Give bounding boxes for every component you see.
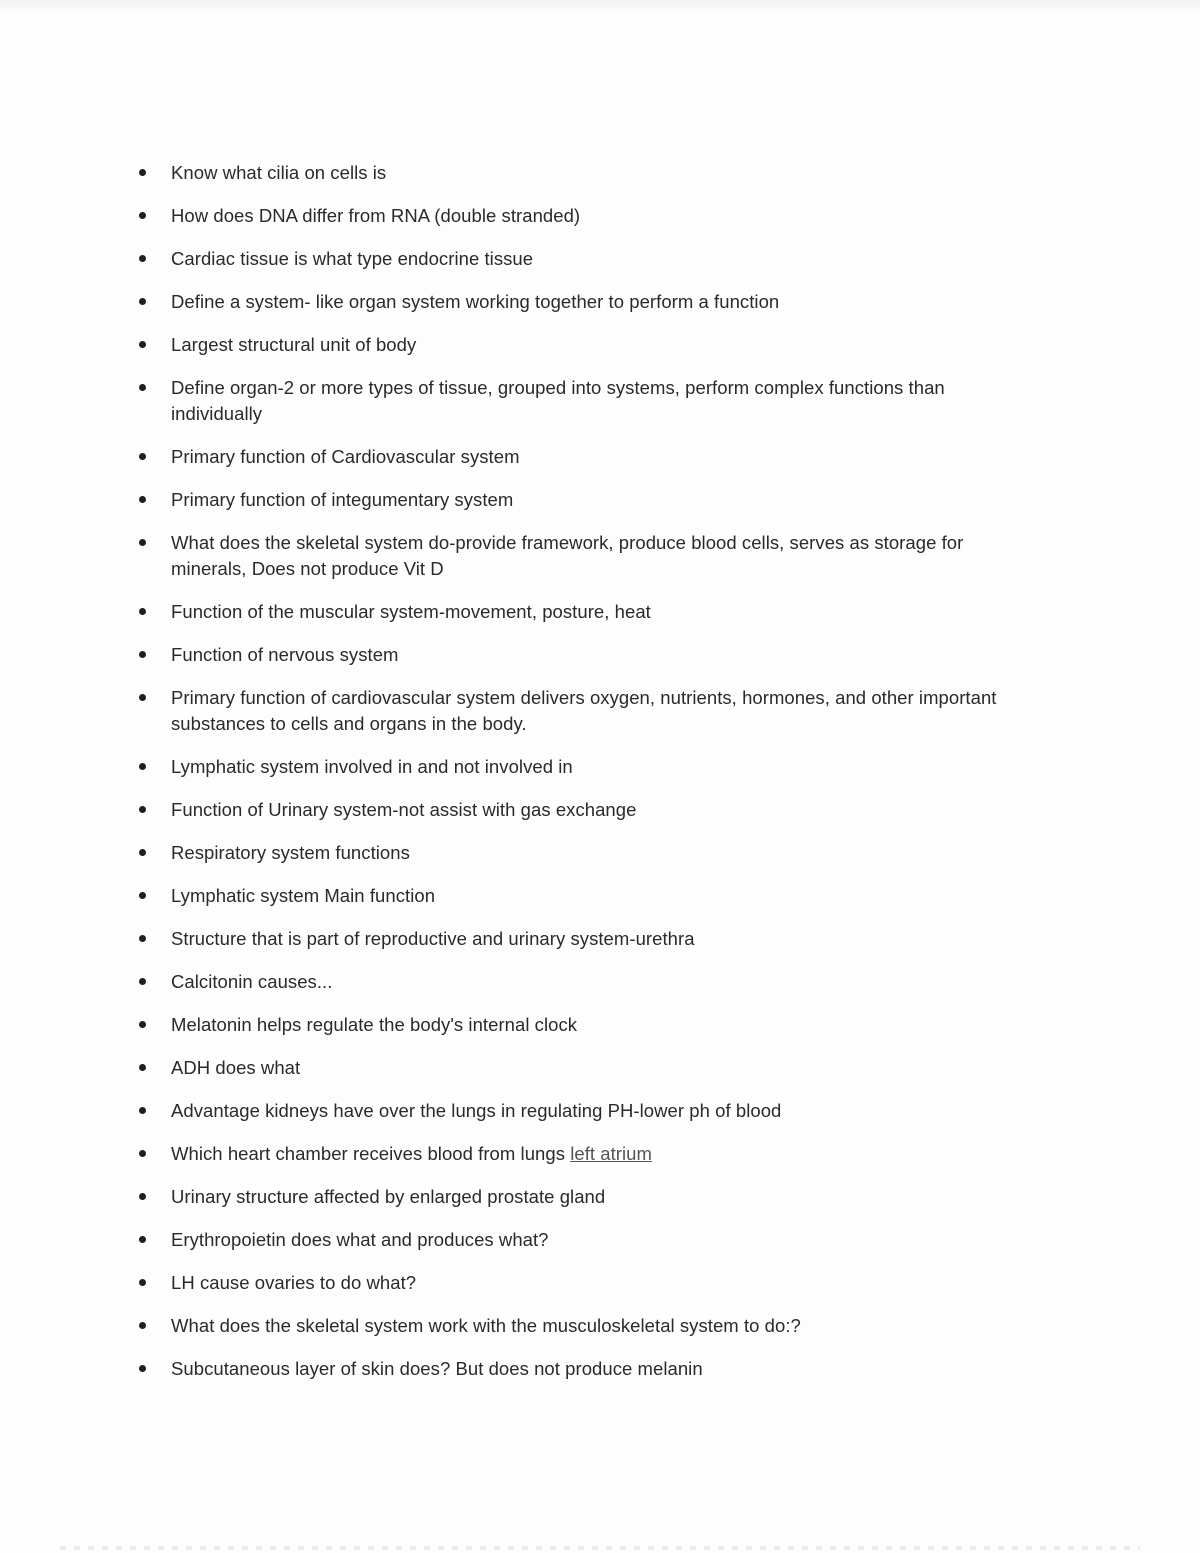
list-item	[138, 685, 1038, 737]
bullet-icon	[139, 849, 146, 856]
list-item	[138, 487, 1038, 513]
list-item	[138, 375, 1038, 427]
bullet-icon	[139, 1021, 146, 1028]
list-item	[138, 203, 1038, 229]
list-item	[138, 1098, 1038, 1124]
list-item	[138, 246, 1038, 272]
bullet-icon	[139, 892, 146, 899]
list-item	[138, 1141, 1038, 1167]
bullet-icon	[139, 935, 146, 942]
bullet-icon	[139, 608, 146, 615]
list-item-text: Respiratory system functions	[171, 842, 410, 863]
list-item	[138, 926, 1038, 952]
list-item	[138, 840, 1038, 866]
list-item-text: Structure that is part of reproductive and urinary system-urethra	[171, 928, 695, 949]
bullet-icon	[139, 496, 146, 503]
list-item-text: Urinary structure affected by enlarged prostate gland	[171, 1186, 606, 1207]
bullet-icon	[139, 1150, 146, 1157]
list-item-text: Lymphatic system Main function	[171, 885, 436, 906]
list-item-text: Define organ-2 or more types of tissue, grouped into systems, perform complex functions than individually	[171, 377, 945, 424]
list-item-text: Define a system- like organ system working together to perform a function	[171, 291, 780, 312]
bullet-icon	[139, 651, 146, 658]
list-item-text: Function of Urinary system-not assist with gas exchange	[171, 799, 637, 820]
scan-edge-bottom	[60, 1546, 1140, 1550]
list-item-text: Cardiac tissue is what type endocrine tissue	[171, 248, 534, 269]
list-item-text: Subcutaneous layer of skin does? But does not produce melanin	[171, 1358, 703, 1379]
bullet-icon	[139, 1365, 146, 1372]
list-item	[138, 1313, 1038, 1339]
bullet-icon	[139, 1064, 146, 1071]
list-item-text: Primary function of cardiovascular system delivers oxygen, nutrients, hormones, and other important substances to cells and organs in the body.	[171, 687, 997, 734]
bullet-icon	[139, 1107, 146, 1114]
bullet-icon	[139, 1279, 146, 1286]
bullet-icon	[139, 1193, 146, 1200]
bullet-icon	[139, 169, 146, 176]
list-item-text: Advantage kidneys have over the lungs in regulating PH-lower ph of blood	[171, 1100, 782, 1121]
list-item	[138, 1055, 1038, 1081]
list-item-text: Melatonin helps regulate the body's internal clock	[171, 1014, 578, 1035]
list-item-text: Calcitonin causes...	[171, 971, 333, 992]
bullet-icon	[139, 298, 146, 305]
list-item-text: Function of nervous system	[171, 644, 399, 665]
bullet-icon	[139, 978, 146, 985]
list-item	[138, 797, 1038, 823]
list-item	[138, 1012, 1038, 1038]
list-item-text: What does the skeletal system work with the musculoskeletal system to do:?	[171, 1315, 801, 1336]
list-item	[138, 642, 1038, 668]
list-item-text: ADH does what	[171, 1057, 301, 1078]
list-item	[138, 883, 1038, 909]
list-item-text: Erythropoietin does what and produces what?	[171, 1229, 549, 1250]
list-item-text: What does the skeletal system do-provide framework, produce blood cells, serves as storage for minerals, Does not produce Vit D	[171, 532, 964, 579]
bullet-icon	[139, 539, 146, 546]
list-item	[138, 444, 1038, 470]
list-item	[138, 754, 1038, 780]
scan-edge-top	[0, 0, 1200, 14]
answer-annotation: left atrium	[570, 1143, 652, 1164]
list-item-text: How does DNA differ from RNA (double stranded)	[171, 205, 581, 226]
list-item	[138, 1270, 1038, 1296]
bullet-icon	[139, 694, 146, 701]
list-item-text: Lymphatic system involved in and not involved in	[171, 756, 573, 777]
list-item-text: Function of the muscular system-movement, posture, heat	[171, 601, 651, 622]
list-item-text: Primary function of integumentary system	[171, 489, 514, 510]
list-item	[138, 599, 1038, 625]
list-item	[138, 160, 1038, 186]
list-item-text: Know what cilia on cells is	[171, 162, 387, 183]
list-item	[138, 530, 1038, 582]
list-item-text: LH cause ovaries to do what?	[171, 1272, 417, 1293]
bullet-icon	[139, 212, 146, 219]
list-item	[138, 332, 1038, 358]
bullet-icon	[139, 1236, 146, 1243]
list-item-text: Largest structural unit of body	[171, 334, 417, 355]
bullet-icon	[139, 1322, 146, 1329]
study-question-list	[138, 160, 1038, 1399]
list-item-text: Which heart chamber receives blood from lungs	[171, 1143, 571, 1164]
list-item	[138, 1184, 1038, 1210]
bullet-icon	[139, 384, 146, 391]
bullet-icon	[139, 255, 146, 262]
list-item	[138, 1227, 1038, 1253]
bullet-icon	[139, 806, 146, 813]
list-item	[138, 289, 1038, 315]
list-item-text: Primary function of Cardiovascular system	[171, 446, 520, 467]
bullet-icon	[139, 341, 146, 348]
list-item	[138, 1356, 1038, 1382]
bullet-icon	[139, 453, 146, 460]
bullet-icon	[139, 763, 146, 770]
list-item	[138, 969, 1038, 995]
